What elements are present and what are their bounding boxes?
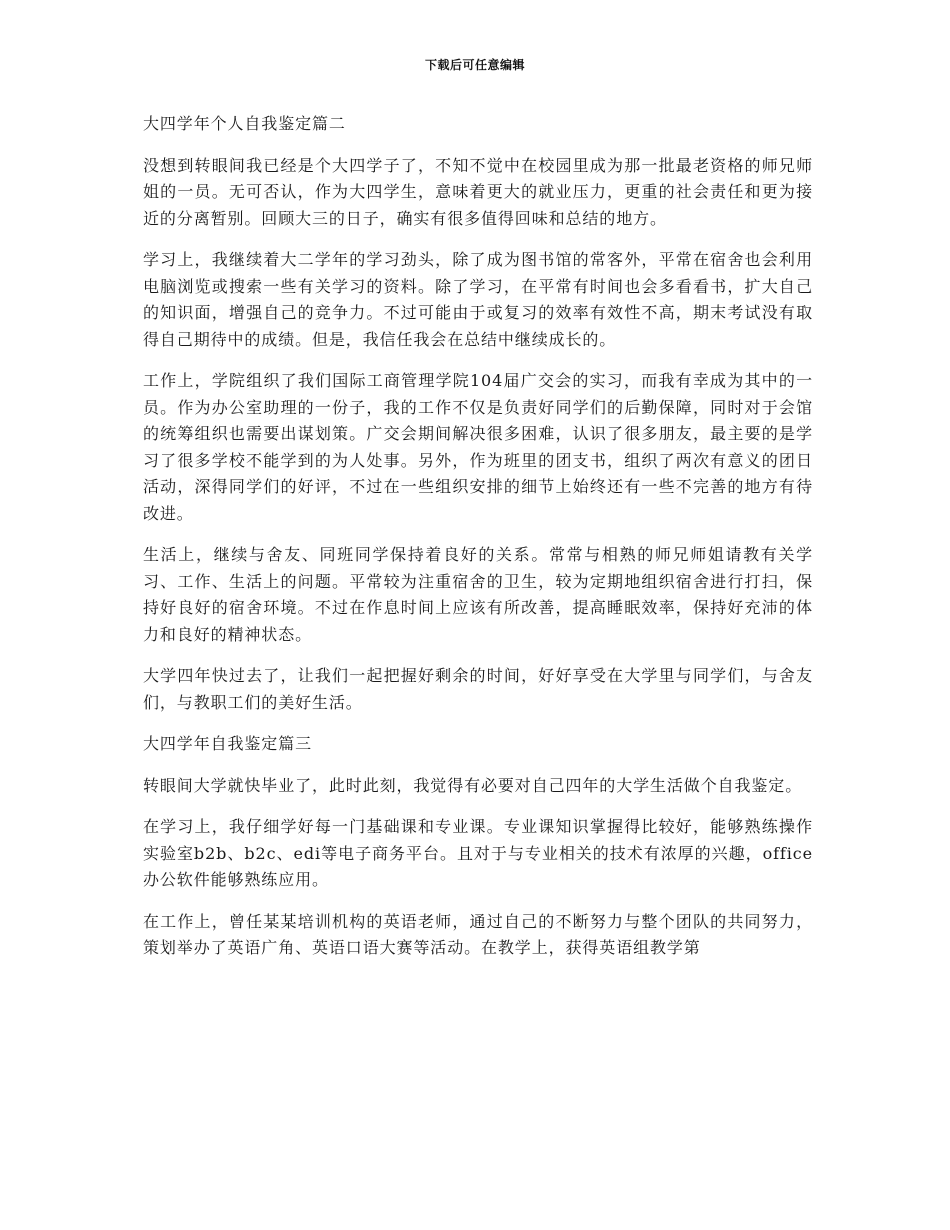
paragraph: 转眼间大学就快毕业了，此时此刻，我觉得有必要对自己四年的大学生活做个自我鉴定。 (143, 775, 803, 795)
section-heading: 大四学年自我鉴定篇三 (143, 734, 313, 753)
document-body (143, 111, 813, 977)
paragraph: 在工作上，曾任某某培训机构的英语老师，通过自己的不断努力与整个团队的共同努力，策划举办了英语广角、英语口语大赛等活动。在教学上，获得英语组教学第 (143, 911, 813, 957)
paragraph: 大学四年快过去了，让我们一起把握好剩余的时间，好好享受在大学里与同学们，与舍友们，与教职工们的美好生活。 (143, 666, 813, 712)
paragraph: 没想到转眼间我已经是个大四学子了，不知不觉中在校园里成为那一批最老资格的师兄师姐的一员。无可否认，作为大四学生，意味着更大的就业压力，更重的社会责任和更为接近的分离暂别。回顾大三的日子，确实有很多值得回味和总结的地方。 (143, 155, 813, 228)
paragraph: 学习上，我继续着大二学年的学习劲头，除了成为图书馆的常客外，平常在宿舍也会利用电脑浏览或搜索一些有关学习的资料。除了学习，在平常有时间也会多看看书，扩大自己的知识面，增强自己的竞争力。不过可能由于或复习的效率有效性不高，期末考试没有取得自己期待中的成绩。但是，我信任我会在总结中继续成长的。 (143, 250, 813, 349)
section-heading: 大四学年个人自我鉴定篇二 (143, 114, 346, 133)
paragraph: 生活上，继续与舍友、同班同学保持着良好的关系。常常与相熟的师兄师姐请教有关学习、工作、生活上的问题。平常较为注重宿舍的卫生，较为定期地组织宿舍进行打扫，保持好良好的宿舍环境。不过在作息时间上应该有所改善，提高睡眠效率，保持好充沛的体力和良好的精神状态。 (143, 545, 813, 644)
paragraph: 工作上，学院组织了我们国际工商管理学院104届广交会的实习，而我有幸成为其中的一员。作为办公室助理的一份子，我的工作不仅是负责好同学们的后勤保障，同时对于会馆的统筹组织也需要出谋划策。广交会期间解决很多困难，认识了很多朋友，最主要的是学习了很多学校不能学到的为人处事。另外，作为班里的团支书，组织了两次有意义的团日活动，深得同学们的好评，不过在一些组织安排的细节上始终还有一些不完善的地方有待改进。 (143, 371, 813, 523)
paragraph: 在学习上，我仔细学好每一门基础课和专业课。专业课知识掌握得比较好，能够熟练操作实验室b2b、b2c、edi等电子商务平台。且对于与专业相关的技术有浓厚的兴趣，office办公软件能够熟练应用。 (143, 817, 813, 889)
page-header: 下载后可任意编辑 (424, 58, 525, 72)
